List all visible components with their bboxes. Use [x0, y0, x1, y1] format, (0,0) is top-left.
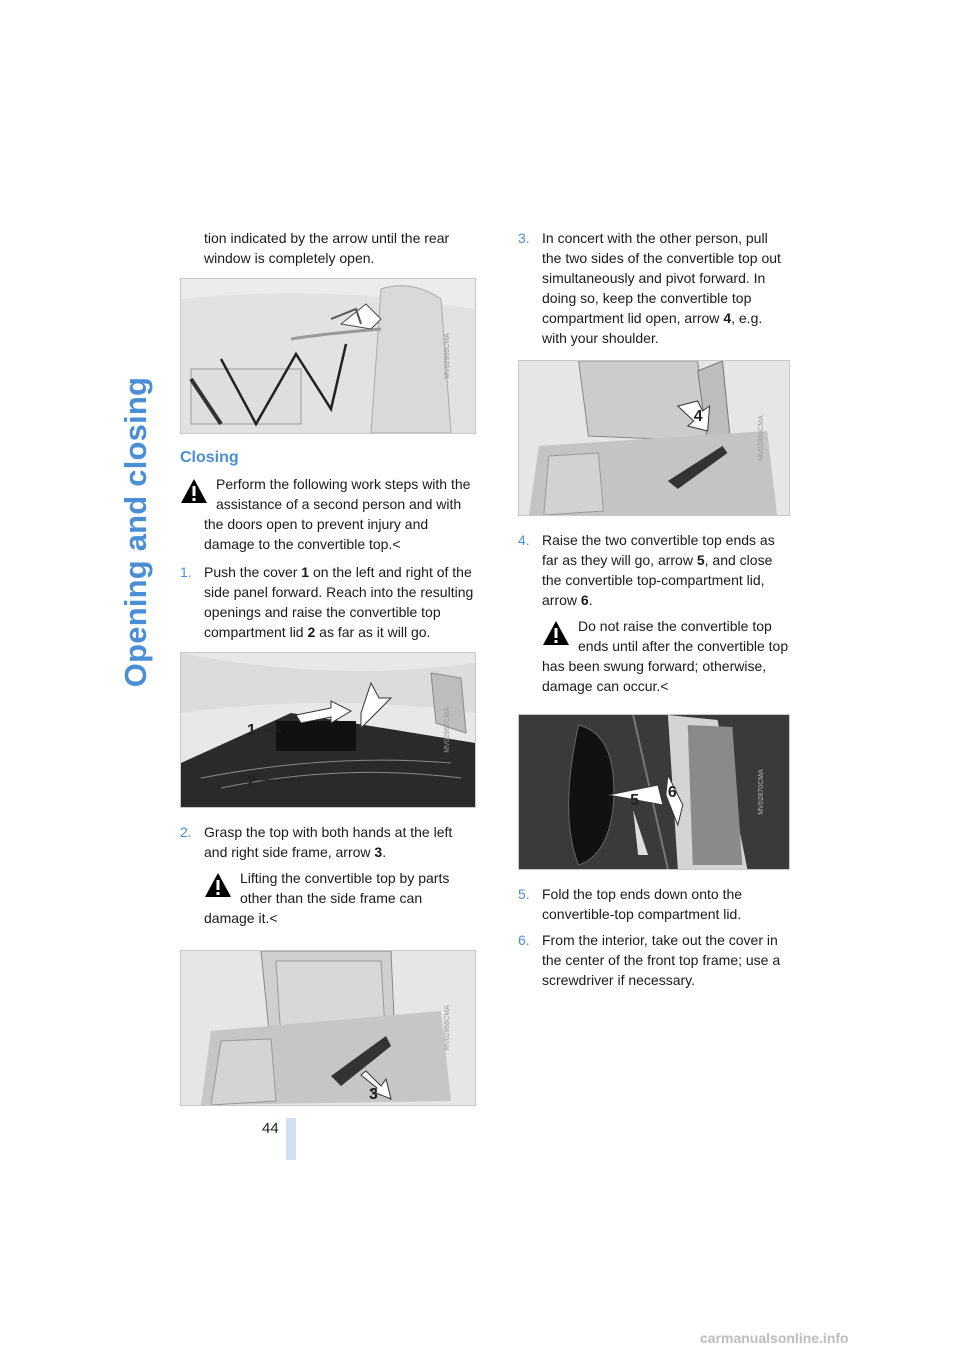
- cover-panel-illustration: [181, 653, 475, 807]
- figure-code: MV02866CMA: [444, 333, 452, 379]
- callout-6: 6: [667, 783, 677, 802]
- step-number: 4.: [518, 532, 530, 548]
- step-1: [180, 562, 476, 642]
- rear-window-illustration: [181, 279, 475, 433]
- step-number: 3.: [518, 230, 530, 246]
- side-frame-illustration: [181, 951, 475, 1105]
- end-mark: <: [269, 910, 278, 926]
- step-text: .: [588, 592, 593, 608]
- end-mark: <: [660, 678, 669, 694]
- figure-code: MV02868CMA: [444, 1005, 452, 1051]
- section-title: [116, 232, 156, 832]
- step-number: 1.: [180, 564, 192, 580]
- figure-code: MV02870CMA: [758, 769, 766, 815]
- callout-ref: 4: [723, 310, 732, 326]
- step-text: , e.g. with your shoulder.: [542, 310, 763, 346]
- step-text: Raise the two convertible top ends as far as they will go, arrow: [542, 532, 775, 568]
- callout-ref: 5: [696, 552, 705, 568]
- warning-text: [204, 474, 476, 554]
- step-number: 6.: [518, 932, 530, 948]
- closing-heading: Closing: [180, 449, 239, 466]
- step-text: .: [382, 844, 387, 860]
- warning-triangle-icon: [204, 872, 232, 898]
- step-text: on the left and right of the side panel forward. Reach into the resulting openings and raise the convertible top compartment lid: [204, 564, 474, 640]
- page-number: 44: [262, 1120, 279, 1137]
- warning-note: [180, 474, 476, 554]
- section-title-text: Opening and closing: [118, 376, 153, 688]
- intro-paragraph: tion indicated by the arrow until the rear window is completely open.: [204, 230, 450, 266]
- page-number-bar: [286, 1118, 296, 1160]
- warning-note: [518, 616, 790, 696]
- step-2: [180, 822, 476, 862]
- callout-ref: 2: [307, 624, 316, 640]
- step-text: In concert with the other person, pull the two sides of the convertible top out simultaneously and pivot forward. In doing so, keep the convertible top compartment lid open, arrow: [542, 230, 781, 326]
- callout-5: 5: [630, 791, 640, 810]
- step-5: [518, 884, 790, 924]
- step-text: Fold the top ends down onto the convertible-top compartment lid.: [542, 886, 743, 922]
- callout-ref: 3: [374, 844, 383, 860]
- step-text: as far as it will go.: [315, 624, 431, 640]
- warning-note: [180, 868, 476, 928]
- step-4: [518, 530, 790, 610]
- figure-top-ends: [518, 714, 790, 870]
- top-ends-illustration: [519, 715, 789, 869]
- top-pivot-illustration: [519, 361, 789, 515]
- right-column: [518, 228, 790, 996]
- warning-text-content: Perform the following work steps with the assistance of a second person and with the doors open to prevent injury and damage to the convertible top.: [204, 476, 471, 552]
- callout-2: 2: [247, 773, 256, 790]
- warning-text: [542, 616, 790, 696]
- callout-ref: 6: [580, 592, 589, 608]
- figure-code: MV02867CMA: [444, 707, 452, 753]
- step-text: Grasp the top with both hands at the left and right side frame, arrow: [204, 824, 453, 860]
- figure-code: MV02869CMA: [758, 415, 766, 461]
- warning-triangle-icon: [180, 478, 208, 504]
- callout-1: 1: [247, 722, 256, 739]
- warning-text-content: Lifting the convertible top by parts other than the side frame can damage it.: [204, 870, 450, 926]
- callout-4: 4: [693, 407, 703, 426]
- warning-text-content: Do not raise the convertible top ends until after the convertible top has been swung forward; otherwise, damage can occur.: [542, 618, 789, 694]
- callout-3: 3: [369, 1086, 378, 1103]
- figure-cover-panel: [180, 652, 476, 808]
- step-text: , and close the convertible top-compartment lid, arrow: [542, 552, 773, 608]
- figure-rear-window: [180, 278, 476, 434]
- left-column: [180, 228, 476, 1120]
- figure-side-frame: [180, 950, 476, 1106]
- step-6: [518, 930, 790, 990]
- figure-top-pivot: [518, 360, 790, 516]
- callout-ref: 1: [301, 564, 310, 580]
- warning-triangle-icon: [542, 620, 570, 646]
- step-number: 5.: [518, 886, 530, 902]
- step-text: Push the cover: [204, 564, 302, 580]
- warning-text: [204, 868, 476, 928]
- watermark: carmanualsonline.info: [700, 1330, 849, 1346]
- end-mark: <: [392, 536, 401, 552]
- step-text: From the interior, take out the cover in the center of the front top frame; use a screwdriver if necessary.: [542, 932, 781, 988]
- step-3: [518, 228, 790, 348]
- step-number: 2.: [180, 824, 192, 840]
